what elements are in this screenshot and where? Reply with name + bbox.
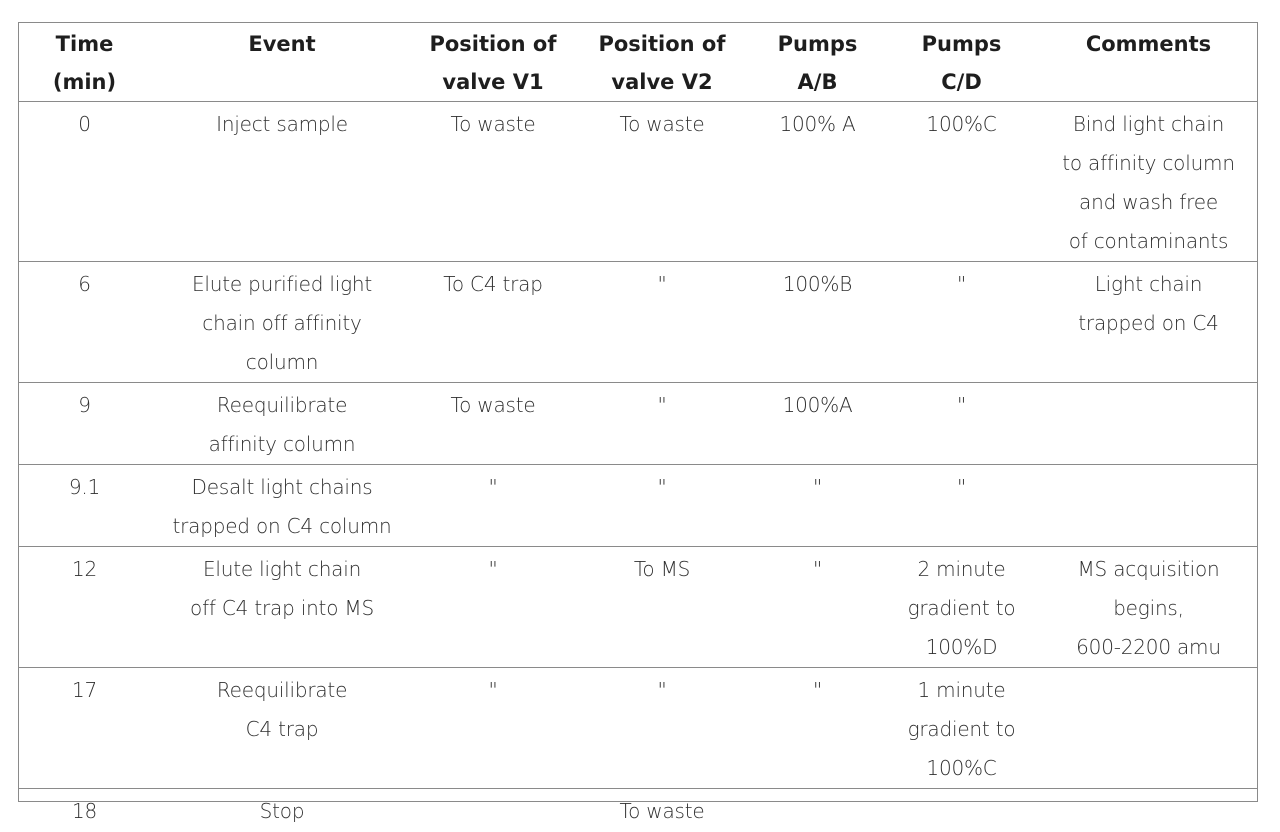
lc-ms-method-table-frame	[18, 22, 1258, 802]
cell-event: Reequilibrate affinity column	[150, 383, 414, 465]
cell-time: 18	[19, 789, 150, 832]
cell-pumps-cd	[883, 789, 1040, 832]
cell-comments	[1040, 465, 1257, 547]
cell-comments: MS acquisition begins, 600-2200 amu	[1040, 547, 1257, 668]
cell-comments	[1040, 668, 1257, 789]
cell-comments	[1040, 383, 1257, 465]
table-row	[19, 465, 1257, 547]
header-pumps-ab: Pumps A/B	[752, 23, 883, 102]
header-event: Event	[150, 23, 414, 102]
lc-ms-method-table	[19, 23, 1257, 832]
header-time: Time (min)	[19, 23, 150, 102]
cell-valve-v1: "	[414, 465, 572, 547]
table-row	[19, 668, 1257, 789]
cell-time: 6	[19, 262, 150, 383]
cell-event: Stop	[150, 789, 414, 832]
cell-pumps-cd: "	[883, 262, 1040, 383]
table-header-row	[19, 23, 1257, 102]
cell-pumps-ab: 100% A	[752, 102, 883, 262]
cell-event: Elute purified light chain off affinity column	[150, 262, 414, 383]
cell-pumps-ab: 100%B	[752, 262, 883, 383]
cell-pumps-ab	[752, 789, 883, 832]
cell-time: 17	[19, 668, 150, 789]
cell-pumps-ab: "	[752, 668, 883, 789]
cell-comments	[1040, 789, 1257, 832]
header-valve-v1: Position of valve V1	[414, 23, 572, 102]
table-row	[19, 547, 1257, 668]
cell-valve-v1	[414, 789, 572, 832]
cell-valve-v2: To waste	[572, 102, 752, 262]
cell-pumps-cd: 100%C	[883, 102, 1040, 262]
cell-valve-v1: To waste	[414, 102, 572, 262]
cell-event: Elute light chain off C4 trap into MS	[150, 547, 414, 668]
cell-pumps-cd: "	[883, 465, 1040, 547]
cell-event: Reequilibrate C4 trap	[150, 668, 414, 789]
cell-valve-v2: "	[572, 262, 752, 383]
cell-time: 9	[19, 383, 150, 465]
cell-valve-v1: To C4 trap	[414, 262, 572, 383]
cell-event: Inject sample	[150, 102, 414, 262]
cell-pumps-cd: 2 minute gradient to 100%D	[883, 547, 1040, 668]
cell-time: 12	[19, 547, 150, 668]
cell-valve-v2: "	[572, 383, 752, 465]
cell-valve-v2: To waste	[572, 789, 752, 832]
cell-time: 9.1	[19, 465, 150, 547]
cell-pumps-cd: "	[883, 383, 1040, 465]
cell-comments: Bind light chain to affinity column and wash free of contaminants	[1040, 102, 1257, 262]
table-row	[19, 789, 1257, 832]
table-row	[19, 262, 1257, 383]
header-comments: Comments	[1040, 23, 1257, 102]
cell-valve-v2: To MS	[572, 547, 752, 668]
header-valve-v2: Position of valve V2	[572, 23, 752, 102]
cell-pumps-ab: 100%A	[752, 383, 883, 465]
cell-pumps-ab: "	[752, 547, 883, 668]
cell-comments: Light chain trapped on C4	[1040, 262, 1257, 383]
cell-valve-v1: "	[414, 547, 572, 668]
cell-pumps-cd: 1 minute gradient to 100%C	[883, 668, 1040, 789]
cell-valve-v1: To waste	[414, 383, 572, 465]
cell-pumps-ab: "	[752, 465, 883, 547]
table-row	[19, 383, 1257, 465]
header-pumps-cd: Pumps C/D	[883, 23, 1040, 102]
cell-valve-v2: "	[572, 465, 752, 547]
table-row	[19, 102, 1257, 262]
cell-valve-v1: "	[414, 668, 572, 789]
cell-time: 0	[19, 102, 150, 262]
cell-valve-v2: "	[572, 668, 752, 789]
cell-event: Desalt light chains trapped on C4 column	[150, 465, 414, 547]
